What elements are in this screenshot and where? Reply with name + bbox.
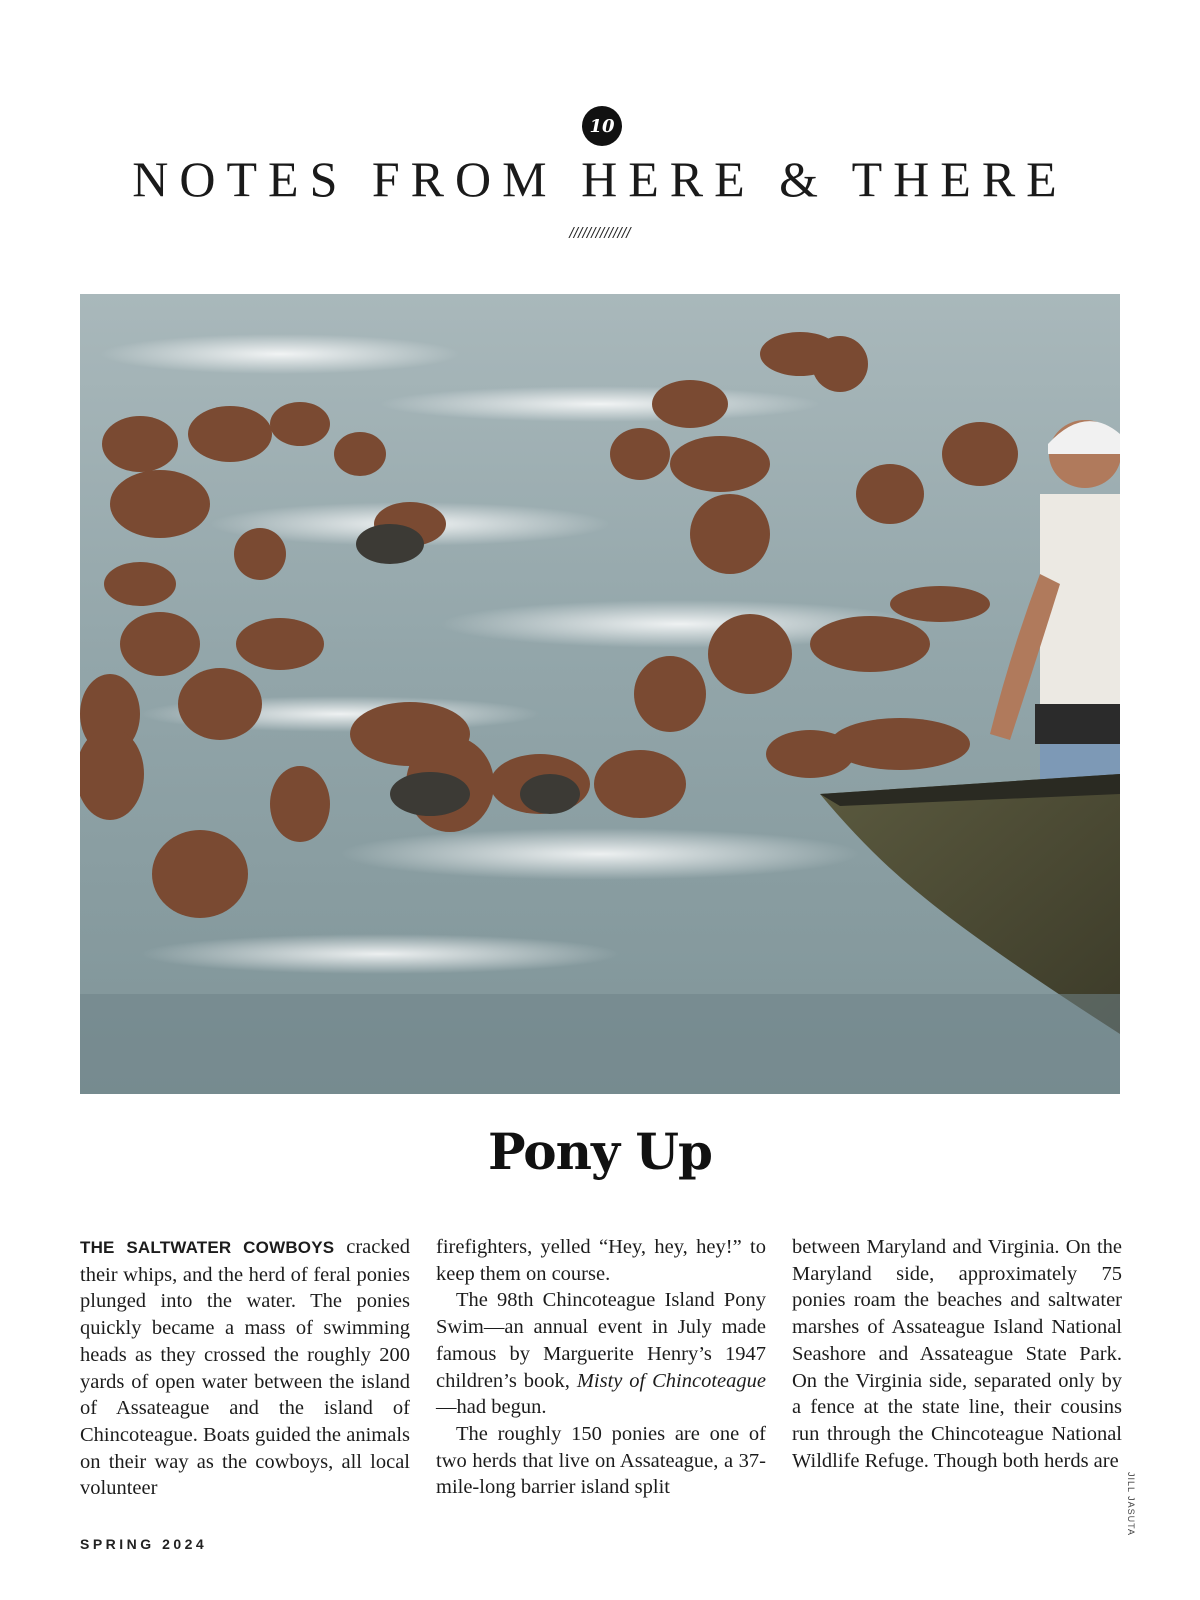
article-column-1 [80,1234,410,1504]
column-2-paragraph-1: firefighters, yelled “Hey, hey, hey!” to keep them on course. [436,1236,766,1285]
book-title: Misty of Chincoteague [576,1369,766,1392]
ponies-swimming-photo [80,294,1120,1094]
hatch-ornament: ////////////// [569,226,631,241]
article-column-2 [436,1234,766,1504]
column-1-text: cracked their whips, and the herd of feral ponies plunged into the water. The ponies quickly became a mass of swimming heads as they crossed the roughly 200 yards of open water between the island of Assateague and the island of Chincoteague. Boats guided the animals on their way as the cowboys, all local volunteer [80,1236,410,1500]
page-number-badge: 10 [582,106,622,146]
column-3-text: between Maryland and Virginia. On the Maryland side, approximately 75 ponies roam the beaches and saltwater marshes of Assateague Island National Seashore and Assateague State Park. On the Virginia side, separated only by a fence at the state line, their cousins run through the Chincoteague National Wildlife Refuge. Though both herds are [792,1236,1122,1472]
section-title: NOTES FROM HERE & THERE [132,151,1068,207]
issue-folio: SPRING 2024 [80,1536,208,1552]
article-column-3 [792,1234,1122,1504]
photo-credit: JILL JASUTA [1126,1472,1136,1537]
column-2-paragraph-2: The 98th Chincoteague Island Pony Swim—an annual event in July made famous by Marguerite Henry’s 1947 children’s book, Misty of Chincoteague—had begun. [436,1289,766,1419]
column-2-paragraph-3: The roughly 150 ponies are one of two herds that live on Assateague, a 37-mile-long barrier island split [436,1422,766,1499]
lead-in: THE SALTWATER COWBOYS [80,1238,335,1257]
article-headline: Pony Up [488,1122,712,1181]
